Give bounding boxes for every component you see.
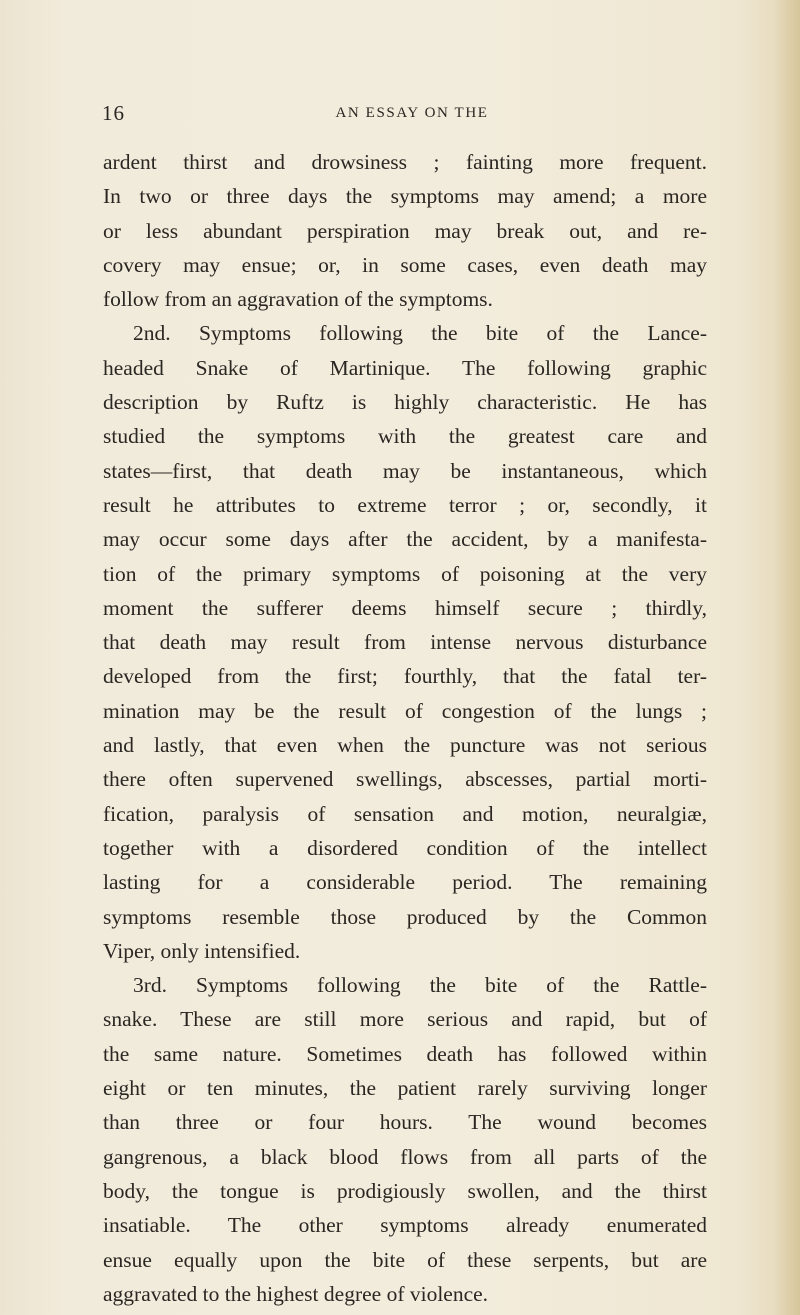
- text-line: mination may be the result of congestion of the lungs ;: [103, 698, 707, 723]
- text-line: description by Ruftz is highly characteristic. He has: [103, 390, 707, 415]
- text-line: In two or three days the symptoms may amend; a more: [103, 184, 707, 209]
- body-text: [103, 145, 707, 1311]
- text-line: together with a disordered condition of the intellect: [103, 835, 707, 860]
- text-line: and lastly, that even when the puncture was not serious: [103, 733, 707, 758]
- text-line: aggravated to the highest degree of violence.: [103, 1281, 489, 1306]
- text-line: snake. These are still more serious and rapid, but of: [103, 1007, 707, 1032]
- text-line: ardent thirst and drowsiness ; fainting more frequent.: [103, 150, 707, 174]
- text-line: body, the tongue is prodigiously swollen, and the thirst: [103, 1178, 707, 1203]
- text-line: that death may result from intense nervous disturbance: [103, 630, 707, 655]
- text-line: Viper, only intensified.: [103, 938, 301, 963]
- text-line: moment the sufferer deems himself secure ; thirdly,: [103, 595, 707, 620]
- text-line: covery may ensue; or, in some cases, even death may: [103, 252, 707, 277]
- text-line: 2nd. Symptoms following the bite of the Lance-: [133, 321, 707, 346]
- text-line: headed Snake of Martinique. The following graphic: [103, 355, 707, 380]
- text-line: studied the symptoms with the greatest care and: [103, 424, 707, 449]
- text-line: or less abundant perspiration may break out, and re-: [103, 218, 707, 243]
- text-line: follow from an aggravation of the symptoms.: [103, 287, 493, 312]
- text-line: may occur some days after the accident, by a manifesta-: [103, 527, 707, 552]
- text-line: result he attributes to extreme terror ; or, secondly, it: [103, 492, 707, 517]
- text-line: symptoms resemble those produced by the Common: [103, 904, 707, 929]
- page-edge-shadow: [774, 0, 800, 1315]
- text-line: eight or ten minutes, the patient rarely surviving longer: [103, 1076, 707, 1101]
- running-head: [102, 100, 702, 126]
- text-line: insatiable. The other symptoms already enumerated: [103, 1213, 707, 1238]
- text-line: the same nature. Sometimes death has followed within: [103, 1041, 707, 1066]
- text-line: gangrenous, a black blood flows from all parts of the: [103, 1144, 707, 1169]
- page-number: 16: [102, 101, 125, 125]
- text-line: 3rd. Symptoms following the bite of the Rattle-: [133, 973, 707, 998]
- text-line: developed from the first; fourthly, that the fatal ter-: [103, 664, 707, 689]
- text-line: tion of the primary symptoms of poisoning at the very: [103, 561, 707, 586]
- running-title: AN ESSAY ON THE: [335, 105, 489, 121]
- text-line: than three or four hours. The wound becomes: [103, 1110, 707, 1135]
- text-line: ensue equally upon the bite of these serpents, but are: [103, 1247, 707, 1272]
- text-line: fication, paralysis of sensation and motion, neuralgiæ,: [103, 801, 707, 826]
- text-line: there often supervened swellings, abscesses, partial morti-: [103, 767, 707, 792]
- text-line: lasting for a considerable period. The remaining: [103, 870, 707, 895]
- text-line: states—first, that death may be instantaneous, which: [103, 458, 707, 483]
